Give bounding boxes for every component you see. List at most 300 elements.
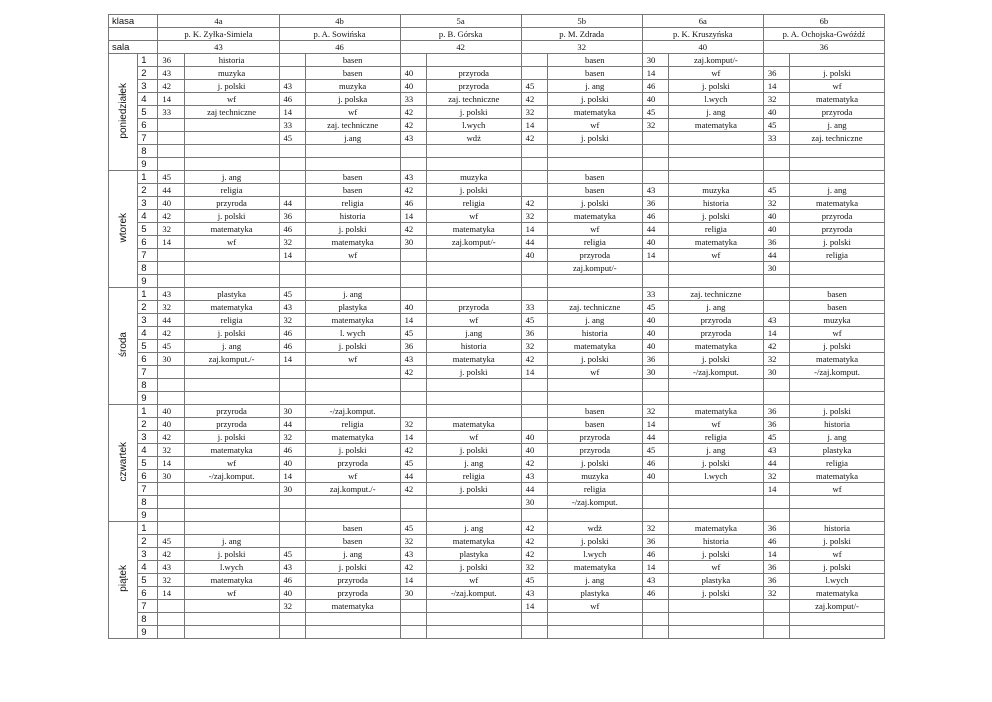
room-number xyxy=(279,67,305,80)
room-number: 44 xyxy=(521,483,547,496)
room-number xyxy=(521,626,547,639)
room-number: 42 xyxy=(158,327,184,340)
room-number: 14 xyxy=(642,249,668,262)
room-number: 14 xyxy=(400,314,426,327)
room-number: 32 xyxy=(642,405,668,418)
room-number: 33 xyxy=(763,132,789,145)
room-number: 46 xyxy=(642,587,668,600)
subject: przyroda xyxy=(426,301,521,314)
subject: wdż xyxy=(547,522,642,535)
room-number: 33 xyxy=(521,301,547,314)
subject: matematyka xyxy=(668,522,763,535)
class-homeroom: 32 xyxy=(521,41,642,54)
lesson-row xyxy=(109,626,885,639)
room-number: 32 xyxy=(763,470,789,483)
room-number: 42 xyxy=(158,431,184,444)
room-number: 40 xyxy=(400,67,426,80)
room-number xyxy=(521,171,547,184)
lesson-number: 8 xyxy=(138,379,158,392)
room-number: 14 xyxy=(400,431,426,444)
subject xyxy=(790,262,885,275)
day-name: piątek xyxy=(117,565,129,592)
room-number: 42 xyxy=(521,457,547,470)
subject: wf xyxy=(547,366,642,379)
lesson-number: 1 xyxy=(138,171,158,184)
room-number xyxy=(279,158,305,171)
subject xyxy=(790,171,885,184)
subject xyxy=(668,379,763,392)
lesson-row xyxy=(109,405,885,418)
subject: j. ang xyxy=(184,535,279,548)
room-number: 14 xyxy=(400,574,426,587)
lesson-row xyxy=(109,431,885,444)
subject: j. polski xyxy=(426,106,521,119)
subject xyxy=(426,379,521,392)
room-number: 14 xyxy=(279,249,305,262)
subject xyxy=(305,262,400,275)
room-number xyxy=(521,262,547,275)
subject xyxy=(184,158,279,171)
lesson-number: 5 xyxy=(138,223,158,236)
lesson-number: 2 xyxy=(138,418,158,431)
subject: przyroda xyxy=(184,418,279,431)
subject: muzyka xyxy=(305,80,400,93)
subject xyxy=(305,392,400,405)
room-number: 45 xyxy=(763,184,789,197)
room-number xyxy=(763,288,789,301)
subject xyxy=(668,392,763,405)
subject xyxy=(668,145,763,158)
room-number: 45 xyxy=(158,171,184,184)
subject: matematyka xyxy=(668,236,763,249)
subject: wf xyxy=(790,80,885,93)
room-number: 32 xyxy=(279,236,305,249)
room-number xyxy=(158,600,184,613)
subject: j. polski xyxy=(668,587,763,600)
subject: przyroda xyxy=(790,223,885,236)
class-teacher: p. A. Ochojska-Gwóźdź xyxy=(763,28,884,41)
subject: matematyka xyxy=(547,106,642,119)
subject xyxy=(668,509,763,522)
header-room-row xyxy=(109,41,885,54)
room-number xyxy=(763,379,789,392)
room-number: 14 xyxy=(763,548,789,561)
subject: przyroda xyxy=(790,210,885,223)
lesson-row xyxy=(109,353,885,366)
room-number xyxy=(400,405,426,418)
room-number xyxy=(279,145,305,158)
room-number xyxy=(521,54,547,67)
subject: zaj.komput/- xyxy=(547,262,642,275)
room-number xyxy=(763,145,789,158)
subject: j. polski xyxy=(790,236,885,249)
subject: j. polski xyxy=(790,561,885,574)
day-label xyxy=(109,54,138,171)
room-number: 45 xyxy=(642,106,668,119)
subject xyxy=(184,522,279,535)
lesson-row xyxy=(109,496,885,509)
subject xyxy=(305,496,400,509)
room-number: 40 xyxy=(158,405,184,418)
day-label xyxy=(109,522,138,639)
header-blank-cell xyxy=(109,28,158,41)
subject: j. polski xyxy=(426,366,521,379)
subject: basen xyxy=(305,54,400,67)
room-number xyxy=(642,600,668,613)
subject: przyroda xyxy=(184,405,279,418)
room-number: 32 xyxy=(400,535,426,548)
room-number xyxy=(400,626,426,639)
subject: zaj.komput/- xyxy=(668,54,763,67)
subject: wf xyxy=(184,457,279,470)
room-number: 43 xyxy=(642,184,668,197)
room-number: 40 xyxy=(400,301,426,314)
room-number: 42 xyxy=(400,444,426,457)
room-number: 43 xyxy=(400,171,426,184)
subject: wf xyxy=(305,249,400,262)
subject: j. polski xyxy=(547,197,642,210)
room-number xyxy=(279,275,305,288)
room-number: 45 xyxy=(279,288,305,301)
subject: j. ang xyxy=(305,288,400,301)
room-number: 36 xyxy=(763,67,789,80)
subject xyxy=(184,379,279,392)
subject: j.ang xyxy=(305,132,400,145)
room-number xyxy=(642,145,668,158)
subject xyxy=(305,379,400,392)
subject: plastyka xyxy=(547,587,642,600)
room-number: 44 xyxy=(763,249,789,262)
subject xyxy=(184,262,279,275)
subject: zaj techniczne xyxy=(184,106,279,119)
subject: historia xyxy=(184,54,279,67)
lesson-number: 9 xyxy=(138,509,158,522)
lesson-row xyxy=(109,145,885,158)
room-number: 30 xyxy=(279,483,305,496)
subject: religia xyxy=(184,314,279,327)
lesson-number: 8 xyxy=(138,262,158,275)
room-number: 14 xyxy=(279,470,305,483)
room-number xyxy=(279,392,305,405)
room-number: 36 xyxy=(158,54,184,67)
subject: basen xyxy=(547,171,642,184)
class-homeroom: 42 xyxy=(400,41,521,54)
subject: wf xyxy=(547,223,642,236)
room-number: 33 xyxy=(279,119,305,132)
room-number xyxy=(158,626,184,639)
room-number: 40 xyxy=(642,470,668,483)
room-number xyxy=(521,67,547,80)
room-number: 40 xyxy=(521,249,547,262)
subject: religia xyxy=(426,197,521,210)
room-number xyxy=(763,626,789,639)
lesson-row xyxy=(109,444,885,457)
room-number xyxy=(400,496,426,509)
room-number: 36 xyxy=(521,327,547,340)
room-number: 40 xyxy=(158,418,184,431)
subject: matematyka xyxy=(184,301,279,314)
class-homeroom: 46 xyxy=(279,41,400,54)
subject: wf xyxy=(668,561,763,574)
room-number xyxy=(521,158,547,171)
room-number xyxy=(400,158,426,171)
subject: wf xyxy=(305,106,400,119)
lesson-number: 7 xyxy=(138,483,158,496)
subject: matematyka xyxy=(668,405,763,418)
lesson-row xyxy=(109,223,885,236)
day-label xyxy=(109,171,138,288)
subject xyxy=(184,249,279,262)
room-number: 40 xyxy=(763,106,789,119)
subject: basen xyxy=(790,288,885,301)
class-name: 4b xyxy=(279,15,400,28)
subject: matematyka xyxy=(790,93,885,106)
subject: j. polski xyxy=(790,340,885,353)
lesson-number: 9 xyxy=(138,392,158,405)
room-number: 42 xyxy=(400,366,426,379)
room-number: 30 xyxy=(521,496,547,509)
room-number: 36 xyxy=(642,535,668,548)
lesson-row xyxy=(109,197,885,210)
room-number: 14 xyxy=(400,210,426,223)
subject: wf xyxy=(426,314,521,327)
lesson-row xyxy=(109,522,885,535)
room-number: 32 xyxy=(400,418,426,431)
lesson-number: 3 xyxy=(138,197,158,210)
room-number xyxy=(400,392,426,405)
class-teacher: p. K. Zyłka-Simiela xyxy=(158,28,279,41)
subject: j. ang xyxy=(668,444,763,457)
lesson-number: 1 xyxy=(138,405,158,418)
subject: j. ang xyxy=(426,522,521,535)
subject: j. polski xyxy=(426,483,521,496)
day-name: wtorek xyxy=(117,212,129,243)
subject: j. polski xyxy=(547,353,642,366)
room-number: 46 xyxy=(279,340,305,353)
lesson-number: 3 xyxy=(138,431,158,444)
subject: matematyka xyxy=(790,470,885,483)
room-number: 30 xyxy=(158,353,184,366)
lesson-row xyxy=(109,483,885,496)
subject xyxy=(668,171,763,184)
subject: matematyka xyxy=(426,418,521,431)
subject: przyroda xyxy=(668,314,763,327)
room-number: 40 xyxy=(279,587,305,600)
room-number: 30 xyxy=(279,405,305,418)
room-number: 46 xyxy=(279,574,305,587)
lesson-number: 7 xyxy=(138,249,158,262)
room-number: 14 xyxy=(279,106,305,119)
subject: matematyka xyxy=(668,340,763,353)
lesson-number: 4 xyxy=(138,93,158,106)
subject: -/zaj.komput. xyxy=(184,470,279,483)
lesson-number: 9 xyxy=(138,158,158,171)
room-number: 32 xyxy=(521,210,547,223)
subject xyxy=(305,366,400,379)
lesson-row xyxy=(109,262,885,275)
room-number xyxy=(158,496,184,509)
room-number: 46 xyxy=(279,223,305,236)
room-number: 14 xyxy=(763,327,789,340)
subject: religia xyxy=(184,184,279,197)
lesson-row xyxy=(109,249,885,262)
subject xyxy=(426,249,521,262)
lesson-row xyxy=(109,119,885,132)
room-number: 45 xyxy=(279,548,305,561)
room-number: 45 xyxy=(400,327,426,340)
subject xyxy=(668,600,763,613)
subject: religia xyxy=(790,457,885,470)
lesson-row xyxy=(109,548,885,561)
subject: religia xyxy=(547,236,642,249)
lesson-number: 6 xyxy=(138,353,158,366)
room-number: 30 xyxy=(400,236,426,249)
room-number: 42 xyxy=(521,353,547,366)
room-number: 40 xyxy=(763,210,789,223)
subject xyxy=(790,145,885,158)
room-number xyxy=(279,613,305,626)
subject xyxy=(790,626,885,639)
room-number: 46 xyxy=(400,197,426,210)
subject: -/zaj.komput. xyxy=(790,366,885,379)
room-number: 32 xyxy=(158,301,184,314)
subject xyxy=(668,275,763,288)
subject xyxy=(547,392,642,405)
room-number: 43 xyxy=(158,561,184,574)
room-number xyxy=(279,171,305,184)
room-number: 46 xyxy=(642,80,668,93)
lesson-number: 5 xyxy=(138,574,158,587)
subject: religia xyxy=(668,431,763,444)
subject: j. polski xyxy=(547,132,642,145)
room-number: 45 xyxy=(642,301,668,314)
room-number: 40 xyxy=(642,314,668,327)
room-number xyxy=(400,145,426,158)
subject: j. ang xyxy=(790,184,885,197)
room-number: 44 xyxy=(642,431,668,444)
room-number: 30 xyxy=(763,366,789,379)
room-number: 32 xyxy=(521,106,547,119)
subject xyxy=(426,145,521,158)
subject xyxy=(668,132,763,145)
subject: j. polski xyxy=(668,457,763,470)
subject: j. polski xyxy=(305,561,400,574)
room-number xyxy=(279,184,305,197)
room-number xyxy=(400,262,426,275)
room-number: 36 xyxy=(763,418,789,431)
subject xyxy=(184,119,279,132)
room-number xyxy=(763,54,789,67)
room-number xyxy=(521,418,547,431)
room-number: 40 xyxy=(642,327,668,340)
subject: l.wych xyxy=(668,93,763,106)
subject: -/zaj.komput. xyxy=(547,496,642,509)
day-name: środa xyxy=(117,331,129,357)
subject: -/zaj.komput. xyxy=(668,366,763,379)
subject: religia xyxy=(426,470,521,483)
room-number: 32 xyxy=(158,223,184,236)
room-number: 42 xyxy=(521,535,547,548)
lesson-row xyxy=(109,613,885,626)
subject: religia xyxy=(790,249,885,262)
class-teacher: p. B. Górska xyxy=(400,28,521,41)
subject: historia xyxy=(668,197,763,210)
class-homeroom: 40 xyxy=(642,41,763,54)
lesson-row xyxy=(109,314,885,327)
header-class-row xyxy=(109,15,885,28)
subject: j. polski xyxy=(184,548,279,561)
room-number: 33 xyxy=(642,288,668,301)
subject xyxy=(305,145,400,158)
subject: -/zaj.komput. xyxy=(426,587,521,600)
subject xyxy=(668,158,763,171)
subject: plastyka xyxy=(790,444,885,457)
class-name: 4a xyxy=(158,15,279,28)
room-number xyxy=(400,275,426,288)
room-number xyxy=(521,392,547,405)
subject: j. polski xyxy=(668,80,763,93)
room-number xyxy=(521,379,547,392)
room-number: 36 xyxy=(642,197,668,210)
subject: matematyka xyxy=(790,197,885,210)
lesson-row xyxy=(109,184,885,197)
subject: muzyka xyxy=(790,314,885,327)
room-number: 14 xyxy=(158,93,184,106)
lesson-row xyxy=(109,535,885,548)
room-number: 43 xyxy=(279,301,305,314)
subject: historia xyxy=(305,210,400,223)
room-number xyxy=(279,366,305,379)
subject: przyroda xyxy=(790,106,885,119)
subject: basen xyxy=(547,184,642,197)
lesson-row xyxy=(109,158,885,171)
room-number xyxy=(642,275,668,288)
room-number: 46 xyxy=(642,548,668,561)
room-number: 42 xyxy=(400,184,426,197)
lesson-row xyxy=(109,574,885,587)
subject xyxy=(184,509,279,522)
subject xyxy=(184,392,279,405)
room-number: 44 xyxy=(279,418,305,431)
room-number: 45 xyxy=(158,340,184,353)
room-number xyxy=(521,288,547,301)
room-number: 44 xyxy=(763,457,789,470)
room-number xyxy=(158,392,184,405)
subject: przyroda xyxy=(547,249,642,262)
subject: j. ang xyxy=(547,80,642,93)
subject: zaj.komput/- xyxy=(790,600,885,613)
room-number: 32 xyxy=(279,314,305,327)
room-number xyxy=(642,613,668,626)
room-number xyxy=(279,496,305,509)
subject: l. wych xyxy=(305,327,400,340)
subject xyxy=(547,145,642,158)
room-number: 42 xyxy=(158,548,184,561)
subject: matematyka xyxy=(547,340,642,353)
subject: basen xyxy=(547,405,642,418)
room-number xyxy=(763,158,789,171)
subject xyxy=(426,509,521,522)
lesson-row xyxy=(109,210,885,223)
room-number: 36 xyxy=(763,574,789,587)
lesson-number: 8 xyxy=(138,613,158,626)
subject: zaj.komput/- xyxy=(426,236,521,249)
subject: j. polski xyxy=(547,457,642,470)
room-number: 44 xyxy=(279,197,305,210)
room-number: 45 xyxy=(521,314,547,327)
lesson-number: 5 xyxy=(138,457,158,470)
subject xyxy=(547,613,642,626)
